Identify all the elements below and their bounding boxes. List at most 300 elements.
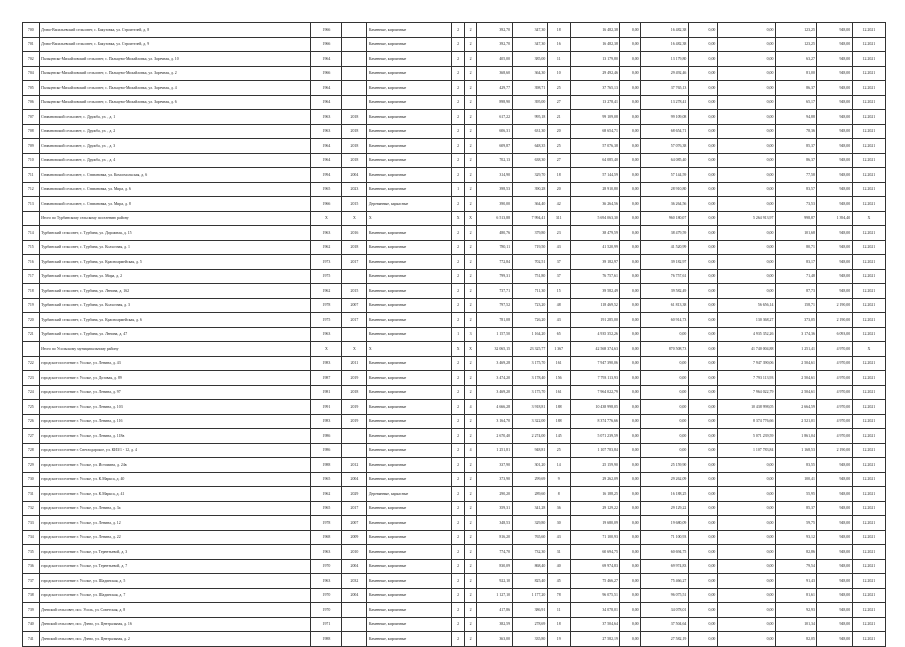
cell-year-built: 1987 bbox=[311, 371, 342, 386]
cell-wall-material: Каменные, кирпичные bbox=[367, 472, 452, 487]
cell-entrances: 2 bbox=[464, 487, 476, 502]
cell-planned-date: 12.2021 bbox=[852, 139, 885, 154]
cell-floors: 2 bbox=[452, 255, 464, 270]
cell-cost-federal: 0,00 bbox=[620, 23, 641, 38]
cell-living-area: 3 175,70 bbox=[512, 385, 547, 400]
cell-planned-date: 12.2021 bbox=[852, 269, 885, 284]
cell-floors: 2 bbox=[452, 52, 464, 67]
cell-year-renovated: 2004 bbox=[342, 472, 367, 487]
cell-cost-per-sqm: 2 504,61 bbox=[775, 385, 816, 400]
cell-cost-local: 0,00 bbox=[688, 443, 717, 458]
cell-row-number: 734 bbox=[23, 530, 40, 545]
cell-residents: 10 bbox=[547, 66, 570, 81]
cell-year-renovated bbox=[342, 443, 367, 458]
cell-floors: 2 bbox=[452, 371, 464, 386]
cell-max-cost-per-sqm: 948,00 bbox=[817, 226, 852, 241]
cell-address: городское поселение г. Усолье, ул. Шадинская, д. 7 bbox=[39, 588, 311, 603]
cell-cost-federal: 0,00 bbox=[620, 182, 641, 197]
cell-planned-date: 12.2021 bbox=[852, 23, 885, 38]
cell-address: Стивановский сельсовет, с. Стивановка, ул. Мира, д. 6 bbox=[39, 182, 311, 197]
cell-cost-federal: 0,00 bbox=[620, 501, 641, 516]
cell-cost-per-sqm: 94,88 bbox=[775, 110, 816, 125]
cell-entrances: 2 bbox=[464, 371, 476, 386]
cell-living-area: 364,30 bbox=[512, 66, 547, 81]
cell-address: Дзэво-Васильевский сельсовет, с. Бакузовка, ул. Строителей, д. 8 bbox=[39, 23, 311, 38]
cell-living-area: 1 177,20 bbox=[512, 588, 547, 603]
cell-row-number: 704 bbox=[23, 66, 40, 81]
cell-max-cost-per-sqm: 2 190,00 bbox=[817, 298, 852, 313]
cell-cost-owners: 0,00 bbox=[717, 168, 775, 183]
cell-living-area: 7 994,41 bbox=[512, 211, 547, 226]
cell-living-area: 751,80 bbox=[512, 269, 547, 284]
cell-planned-date: 12.2021 bbox=[852, 530, 885, 545]
cell-cost-regional: 39 582,49 bbox=[641, 284, 689, 299]
cell-total-area: 898,90 bbox=[477, 95, 512, 110]
cell-max-cost-per-sqm: 948,00 bbox=[817, 168, 852, 183]
cell-cost-regional: 69 974,83 bbox=[641, 559, 689, 574]
cell-address: Турбинский сельсовет, с. Турбина, ул. Ленина, д. 162 bbox=[39, 284, 311, 299]
cell-cost-regional: 25 159,90 bbox=[641, 458, 689, 473]
table-row bbox=[23, 458, 886, 473]
cell-max-cost-per-sqm: 6 093,00 bbox=[817, 327, 852, 342]
cell-address: городское поселение г. Усолье, ул. Ленина, д. 43 bbox=[39, 356, 311, 371]
cell-address: городское поселение г. Светлодарское, ул. КИЗ/1 - 12, д. 4 bbox=[39, 443, 311, 458]
cell-year-built: X bbox=[311, 211, 342, 226]
cell-living-area: 23 325,77 bbox=[512, 342, 547, 357]
cell-max-cost-per-sqm: 4 970,00 bbox=[817, 429, 852, 444]
cell-year-renovated: 2017 bbox=[342, 255, 367, 270]
cell-living-area: 995,18 bbox=[512, 110, 547, 125]
table-row bbox=[23, 110, 886, 125]
cell-total-cost: 38 479,59 bbox=[570, 226, 620, 241]
cell-entrances: 2 bbox=[464, 168, 476, 183]
cell-planned-date: 12.2021 bbox=[852, 313, 885, 328]
cell-address: городское поселение г. Усолье, ул. К.Маркса, д. 40 bbox=[39, 472, 311, 487]
document-page bbox=[22, 22, 886, 647]
cell-cost-local: 0,00 bbox=[688, 240, 717, 255]
cell-wall-material: Каменные, кирпичные bbox=[367, 124, 452, 139]
cell-cost-per-sqm: 1 251,41 bbox=[775, 342, 816, 357]
cell-year-renovated: 2010 bbox=[342, 545, 367, 560]
cell-cost-local: 0,00 bbox=[688, 545, 717, 560]
cell-cost-local: 0,00 bbox=[688, 487, 717, 502]
cell-total-cost: 5 071 239,59 bbox=[570, 429, 620, 444]
cell-year-renovated bbox=[342, 81, 367, 96]
cell-entrances: 2 bbox=[464, 52, 476, 67]
cell-cost-owners: 0,00 bbox=[717, 153, 775, 168]
cell-planned-date: 12.2021 bbox=[852, 458, 885, 473]
cell-living-area: 390,28 bbox=[512, 182, 547, 197]
cell-cost-local: 0,00 bbox=[688, 153, 717, 168]
cell-cost-federal: 0,00 bbox=[620, 52, 641, 67]
cell-planned-date: 12.2021 bbox=[852, 487, 885, 502]
cell-living-area: 1 164,20 bbox=[512, 327, 547, 342]
cell-floors: 2 bbox=[452, 429, 464, 444]
table-row bbox=[23, 400, 886, 415]
cell-row-number: 721 bbox=[23, 327, 40, 342]
cell-cost-regional: 0,00 bbox=[641, 414, 689, 429]
cell-residents: 31 bbox=[547, 545, 570, 560]
table-row bbox=[23, 588, 886, 603]
cell-max-cost-per-sqm: 948,00 bbox=[817, 153, 852, 168]
cell-cost-local: 0,00 bbox=[688, 458, 717, 473]
cell-cost-regional: 16 482,38 bbox=[641, 37, 689, 52]
cell-row-number: 714 bbox=[23, 226, 40, 241]
cell-cost-owners: 0,00 bbox=[717, 632, 775, 647]
cell-total-area: 609,87 bbox=[477, 139, 512, 154]
cell-residents: 9 bbox=[547, 472, 570, 487]
cell-cost-federal: 0,00 bbox=[620, 240, 641, 255]
cell-planned-date: 12.2021 bbox=[852, 52, 885, 67]
cell-cost-per-sqm: 123,25 bbox=[775, 23, 816, 38]
cell-cost-per-sqm: 93,12 bbox=[775, 530, 816, 545]
cell-living-area: 329,70 bbox=[512, 168, 547, 183]
cell-cost-local: 0,00 bbox=[688, 124, 717, 139]
cell-wall-material: Каменные, кирпичные bbox=[367, 23, 452, 38]
cell-cost-local: 0,00 bbox=[688, 298, 717, 313]
cell-max-cost-per-sqm: 1 394,40 bbox=[817, 211, 852, 226]
table-row bbox=[23, 530, 886, 545]
cell-cost-federal: 0,00 bbox=[620, 313, 641, 328]
cell-cost-per-sqm: 81,61 bbox=[775, 588, 816, 603]
cell-total-area: 3 164,70 bbox=[477, 414, 512, 429]
cell-residents: 78 bbox=[547, 588, 570, 603]
cell-year-renovated: X bbox=[342, 342, 367, 357]
cell-year-renovated: 2015 bbox=[342, 284, 367, 299]
cell-row-number: 710 bbox=[23, 153, 40, 168]
table-row bbox=[23, 327, 886, 342]
cell-living-area: 868,40 bbox=[512, 559, 547, 574]
cell-cost-local: 0,00 bbox=[688, 52, 717, 67]
cell-cost-regional: 16 482,38 bbox=[641, 23, 689, 38]
cell-year-built: 1964 bbox=[311, 95, 342, 110]
cell-cost-local: 0,00 bbox=[688, 371, 717, 386]
cell-total-cost: 57 144,59 bbox=[570, 168, 620, 183]
cell-cost-regional: 41 520,99 bbox=[641, 240, 689, 255]
cell-cost-regional: 36 264,56 bbox=[641, 197, 689, 212]
cell-wall-material: Деревянные, каркасные bbox=[367, 487, 452, 502]
cell-cost-owners: 0,00 bbox=[717, 95, 775, 110]
cell-row-number: 711 bbox=[23, 168, 40, 183]
cell-max-cost-per-sqm: 948,00 bbox=[817, 269, 852, 284]
cell-floors: 2 bbox=[452, 153, 464, 168]
cell-cost-regional: 0,00 bbox=[641, 429, 689, 444]
table-row bbox=[23, 95, 886, 110]
cell-total-area: 314,90 bbox=[477, 168, 512, 183]
cell-max-cost-per-sqm: 948,00 bbox=[817, 66, 852, 81]
cell-address: Стивановский сельсовет, с. Дружба, ул. , д. 4 bbox=[39, 153, 311, 168]
cell-cost-owners: 0,00 bbox=[717, 458, 775, 473]
cell-total-cost: 191 285,00 bbox=[570, 313, 620, 328]
cell-address: Стивановский сельсовет, с. Стивановка, ул. Мира, д. 8 bbox=[39, 197, 311, 212]
cell-floors: 2 bbox=[452, 66, 464, 81]
cell-max-cost-per-sqm: 948,00 bbox=[817, 23, 852, 38]
cell-total-cost: 69 974,83 bbox=[570, 559, 620, 574]
cell-entrances: 2 bbox=[464, 516, 476, 531]
cell-max-cost-per-sqm: 948,00 bbox=[817, 516, 852, 531]
cell-cost-owners: 4 935 352,26 bbox=[717, 327, 775, 342]
cell-address: Турбинский сельсовет, с. Турбина, ул. Красноармейская, д. 6 bbox=[39, 313, 311, 328]
cell-cost-regional: 37 765,13 bbox=[641, 81, 689, 96]
cell-cost-local: 0,00 bbox=[688, 313, 717, 328]
cell-living-area: 765,60 bbox=[512, 530, 547, 545]
cell-residents: 43 bbox=[547, 240, 570, 255]
cell-year-renovated: 2018 bbox=[342, 139, 367, 154]
cell-cost-per-sqm: 2 521,01 bbox=[775, 414, 816, 429]
cell-address: Дзевский сельсовет, пос. Усоль, ул. Советская, д. 8 bbox=[39, 603, 311, 618]
table-row bbox=[23, 574, 886, 589]
table-row bbox=[23, 356, 886, 371]
cell-cost-regional: 27 582,19 bbox=[641, 632, 689, 647]
cell-cost-per-sqm: 86,37 bbox=[775, 153, 816, 168]
cell-wall-material: Каменные, кирпичные bbox=[367, 530, 452, 545]
cell-floors: 2 bbox=[452, 37, 464, 52]
cell-year-renovated: 2019 bbox=[342, 414, 367, 429]
cell-address: Стивановский сельсовет, с. Дружба, ул. , д. 1 bbox=[39, 110, 311, 125]
cell-residents: 37 bbox=[547, 255, 570, 270]
cell-row-number: 719 bbox=[23, 298, 40, 313]
cell-year-built: 1981 bbox=[311, 385, 342, 400]
cell-year-renovated bbox=[342, 327, 367, 342]
cell-year-renovated bbox=[342, 52, 367, 67]
cell-total-cost: 29 262,09 bbox=[570, 472, 620, 487]
cell-residents: 36 bbox=[547, 501, 570, 516]
cell-total-cost: 39 582,49 bbox=[570, 284, 620, 299]
cell-max-cost-per-sqm: 948,00 bbox=[817, 617, 852, 632]
cell-cost-owners: 0,00 bbox=[717, 110, 775, 125]
cell-residents: 156 bbox=[547, 371, 570, 386]
cell-cost-local: 0,00 bbox=[688, 501, 717, 516]
cell-total-area: 392,70 bbox=[477, 23, 512, 38]
table-row bbox=[23, 182, 886, 197]
cell-planned-date: 12.2021 bbox=[852, 226, 885, 241]
cell-cost-owners: 0,00 bbox=[717, 574, 775, 589]
cell-wall-material: Каменные, кирпичные bbox=[367, 371, 452, 386]
cell-wall-material: Каменные, кирпичные bbox=[367, 429, 452, 444]
cell-total-area: 781,08 bbox=[477, 313, 512, 328]
cell-cost-owners: 0,00 bbox=[717, 472, 775, 487]
cell-entrances: 2 bbox=[464, 429, 476, 444]
cell-floors: 2 bbox=[452, 298, 464, 313]
cell-row-number: 732 bbox=[23, 501, 40, 516]
cell-residents: 311 bbox=[547, 211, 570, 226]
cell-cost-owners: 7 964 022,79 bbox=[717, 385, 775, 400]
cell-residents: 18 bbox=[547, 617, 570, 632]
cell-cost-local: 0,00 bbox=[688, 197, 717, 212]
cell-year-built: 1971 bbox=[311, 617, 342, 632]
cell-row-number: 724 bbox=[23, 385, 40, 400]
cell-residents: 11 bbox=[547, 52, 570, 67]
cell-max-cost-per-sqm: 948,00 bbox=[817, 545, 852, 560]
cell-cost-local: 0,00 bbox=[688, 559, 717, 574]
cell-cost-per-sqm: 73,53 bbox=[775, 197, 816, 212]
cell-residents: 1 367 bbox=[547, 342, 570, 357]
cell-year-renovated: 2015 bbox=[342, 197, 367, 212]
cell-floors: 2 bbox=[452, 559, 464, 574]
cell-total-area: 392,70 bbox=[477, 37, 512, 52]
cell-entrances: 2 bbox=[464, 66, 476, 81]
cell-wall-material: Каменные, кирпичные bbox=[367, 182, 452, 197]
cell-floors: 2 bbox=[452, 124, 464, 139]
table-row bbox=[23, 487, 886, 502]
cell-cost-regional: 68 654,71 bbox=[641, 124, 689, 139]
cell-planned-date: 12.2021 bbox=[852, 124, 885, 139]
cell-cost-federal: 0,00 bbox=[620, 429, 641, 444]
cell-year-built: 1975 bbox=[311, 313, 342, 328]
cell-cost-owners: 0,00 bbox=[717, 37, 775, 52]
cell-cost-per-sqm: 77,58 bbox=[775, 168, 816, 183]
cell-cost-owners: 5 264 913,97 bbox=[717, 211, 775, 226]
cell-floors: 2 bbox=[452, 501, 464, 516]
cell-living-area: 3 178,40 bbox=[512, 371, 547, 386]
cell-cost-owners: 0,00 bbox=[717, 226, 775, 241]
cell-cost-per-sqm: 81,00 bbox=[775, 66, 816, 81]
cell-wall-material: Каменные, кирпичные bbox=[367, 501, 452, 516]
cell-total-area: 337,90 bbox=[477, 458, 512, 473]
cell-cost-owners: 0,00 bbox=[717, 139, 775, 154]
cell-max-cost-per-sqm: 948,00 bbox=[817, 240, 852, 255]
cell-address: городское поселение г. Усолье, ул. Ленина, д. 12 bbox=[39, 516, 311, 531]
cell-cost-federal: 0,00 bbox=[620, 487, 641, 502]
cell-cost-local: 0,00 bbox=[688, 617, 717, 632]
cell-cost-per-sqm: 83,57 bbox=[775, 182, 816, 197]
cell-max-cost-per-sqm: 2 190,00 bbox=[817, 443, 852, 458]
cell-max-cost-per-sqm: 948,00 bbox=[817, 472, 852, 487]
cell-year-built: 1962 bbox=[311, 284, 342, 299]
cell-cost-regional: 75 466,27 bbox=[641, 574, 689, 589]
cell-living-area: 638,30 bbox=[512, 153, 547, 168]
cell-max-cost-per-sqm: 948,00 bbox=[817, 574, 852, 589]
table-row bbox=[23, 617, 886, 632]
cell-residents: 43 bbox=[547, 313, 570, 328]
cell-cost-federal: 0,00 bbox=[620, 414, 641, 429]
cell-entrances: 2 bbox=[464, 95, 476, 110]
cell-cost-federal: 0,00 bbox=[620, 516, 641, 531]
cell-cost-regional: 60 694,75 bbox=[641, 545, 689, 560]
cell-row-number: 705 bbox=[23, 81, 40, 96]
cell-cost-owners: 0,00 bbox=[717, 588, 775, 603]
cell-cost-federal: 0,00 bbox=[620, 81, 641, 96]
cell-wall-material: Каменные, кирпичные bbox=[367, 603, 452, 618]
cell-row-number: 702 bbox=[23, 52, 40, 67]
cell-total-cost: 16 482,38 bbox=[570, 37, 620, 52]
cell-max-cost-per-sqm: 4 970,00 bbox=[817, 371, 852, 386]
cell-total-cost: 96 075,51 bbox=[570, 588, 620, 603]
cell-wall-material: Каменные, кирпичные bbox=[367, 298, 452, 313]
cell-cost-per-sqm: 2 504,61 bbox=[775, 371, 816, 386]
cell-total-cost: 5 694 063,30 bbox=[570, 211, 620, 226]
cell-total-area: 780,11 bbox=[477, 240, 512, 255]
cell-floors: 1 bbox=[452, 327, 464, 342]
cell-cost-per-sqm: 80,71 bbox=[775, 240, 816, 255]
cell-wall-material: Каменные, кирпичные bbox=[367, 226, 452, 241]
cell-floors: 1 bbox=[452, 182, 464, 197]
cell-planned-date: 12.2021 bbox=[852, 66, 885, 81]
cell-max-cost-per-sqm: 948,00 bbox=[817, 530, 852, 545]
cell-year-renovated: 2019 bbox=[342, 371, 367, 386]
cell-cost-local: 0,00 bbox=[688, 66, 717, 81]
cell-cost-per-sqm: 91,43 bbox=[775, 574, 816, 589]
cell-cost-local: 0,00 bbox=[688, 182, 717, 197]
cell-cost-per-sqm: 1 861,04 bbox=[775, 429, 816, 444]
cell-address: городское поселение г. Усолье, ул. Шадинская, д. 5 bbox=[39, 574, 311, 589]
cell-address: Дзевский сельсовет, пос. Дзево, ул. Центральная, д. 16 bbox=[39, 617, 311, 632]
cell-entrances: 2 bbox=[464, 632, 476, 647]
cell-living-area: 299,69 bbox=[512, 472, 547, 487]
cell-entrances: X bbox=[464, 211, 476, 226]
cell-cost-local: 0,00 bbox=[688, 81, 717, 96]
cell-year-renovated bbox=[342, 429, 367, 444]
table-row bbox=[23, 385, 886, 400]
cell-total-cost: 71 100,93 bbox=[570, 530, 620, 545]
cell-cost-per-sqm: 2 664,59 bbox=[775, 400, 816, 415]
cell-wall-material: Каменные, кирпичные bbox=[367, 588, 452, 603]
cell-year-renovated: 2004 bbox=[342, 168, 367, 183]
cell-address: Стивановский сельсовет, с. Стивановка, ул. Комсомольская, д. 6 bbox=[39, 168, 311, 183]
cell-cost-owners: 0,00 bbox=[717, 124, 775, 139]
cell-row-number bbox=[23, 211, 40, 226]
cell-entrances: 2 bbox=[464, 617, 476, 632]
cell-row-number: 709 bbox=[23, 139, 40, 154]
cell-max-cost-per-sqm: 948,00 bbox=[817, 124, 852, 139]
cell-year-built: 1966 bbox=[311, 66, 342, 81]
cell-cost-regional: 96 075,51 bbox=[641, 588, 689, 603]
cell-cost-regional: 0,00 bbox=[641, 400, 689, 415]
cell-cost-regional: 0,00 bbox=[641, 385, 689, 400]
cell-residents: 25 bbox=[547, 81, 570, 96]
cell-cost-regional: 0,00 bbox=[641, 443, 689, 458]
cell-living-area: 395,00 bbox=[512, 95, 547, 110]
cell-total-cost: 7 964 022,79 bbox=[570, 385, 620, 400]
table-row bbox=[23, 168, 886, 183]
cell-total-area: 368,60 bbox=[477, 66, 512, 81]
cell-cost-per-sqm: 2 504,61 bbox=[775, 356, 816, 371]
cell-cost-federal: 0,00 bbox=[620, 153, 641, 168]
cell-address: городское поселение г. Усолье, ул. Ленина, д. 22 bbox=[39, 530, 311, 545]
cell-year-built: 1970 bbox=[311, 603, 342, 618]
cell-living-area: 723,20 bbox=[512, 298, 547, 313]
table-row bbox=[23, 81, 886, 96]
cell-residents: 37 bbox=[547, 269, 570, 284]
cell-cost-federal: 0,00 bbox=[620, 139, 641, 154]
cell-max-cost-per-sqm: 948,00 bbox=[817, 110, 852, 125]
cell-cost-local: 0,00 bbox=[688, 342, 717, 357]
cell-residents: 42 bbox=[547, 197, 570, 212]
cell-living-area: 2 274,00 bbox=[512, 429, 547, 444]
cell-max-cost-per-sqm: 4 970,00 bbox=[817, 356, 852, 371]
cell-cost-federal: 0,00 bbox=[620, 632, 641, 647]
cell-total-area: 3 469,28 bbox=[477, 356, 512, 371]
cell-floors: 2 bbox=[452, 240, 464, 255]
cell-cost-per-sqm: 101,68 bbox=[775, 226, 816, 241]
cell-living-area: 711,30 bbox=[512, 284, 547, 299]
cell-total-area: 922,10 bbox=[477, 574, 512, 589]
cell-cost-local: 0,00 bbox=[688, 429, 717, 444]
cell-entrances: 2 bbox=[464, 269, 476, 284]
cell-total-cost: 29 492,46 bbox=[570, 66, 620, 81]
cell-total-area: 1 251,81 bbox=[477, 443, 512, 458]
cell-floors: 2 bbox=[452, 545, 464, 560]
cell-total-area: 830,09 bbox=[477, 559, 512, 574]
cell-total-area: 2 670,40 bbox=[477, 429, 512, 444]
cell-year-renovated: 2017 bbox=[342, 501, 367, 516]
cell-total-area: 816,20 bbox=[477, 530, 512, 545]
cell-row-number: 735 bbox=[23, 545, 40, 560]
cell-cost-regional: 28 910,80 bbox=[641, 182, 689, 197]
cell-cost-per-sqm: 83,17 bbox=[775, 255, 816, 270]
cell-row-number: 707 bbox=[23, 110, 40, 125]
cell-entrances: 2 bbox=[464, 414, 476, 429]
